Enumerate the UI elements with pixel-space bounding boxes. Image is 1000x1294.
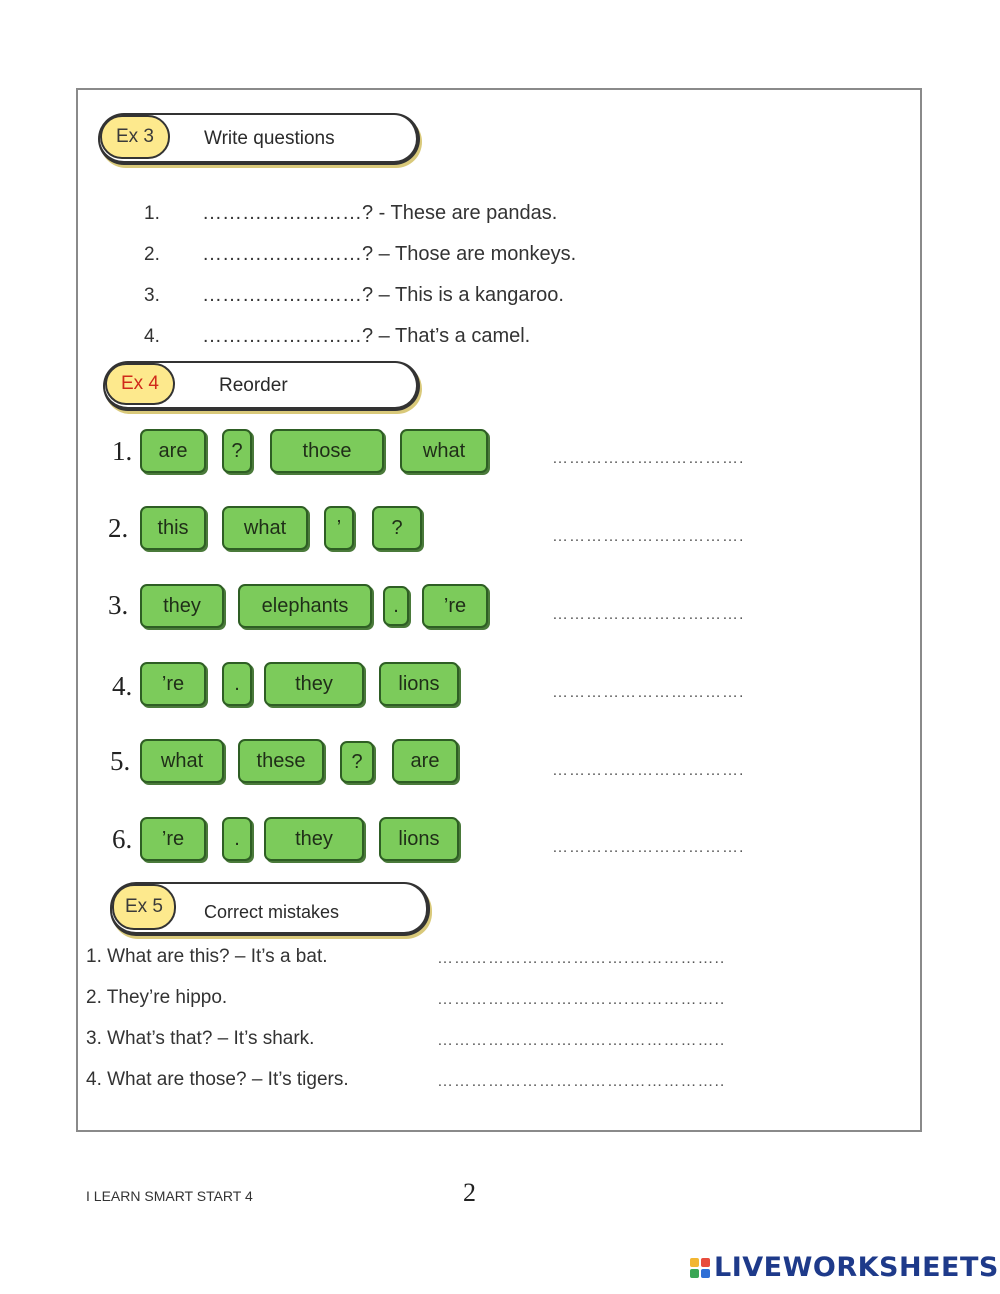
answer-line[interactable]: …………………………….…………….. bbox=[437, 1073, 726, 1090]
word-tile[interactable]: what bbox=[222, 506, 308, 550]
ex4-header bbox=[103, 361, 420, 411]
ex3-item-num: 4. bbox=[144, 326, 160, 347]
reorder-row-num: 3. bbox=[108, 590, 129, 620]
reorder-row-num: 6. bbox=[112, 824, 133, 854]
answer-line[interactable]: …………………………….…………….. bbox=[437, 991, 726, 1008]
word-tile[interactable]: they bbox=[264, 662, 364, 706]
word-tile[interactable]: these bbox=[238, 739, 324, 783]
ex3-item-num: 3. bbox=[144, 285, 160, 306]
answer-line[interactable]: …………………………….…………….. bbox=[437, 950, 726, 967]
word-tile[interactable]: . bbox=[222, 817, 252, 861]
reorder-row-num: 1. bbox=[112, 436, 133, 466]
logo-square bbox=[690, 1258, 699, 1267]
liveworksheets-brand[interactable] bbox=[690, 1252, 999, 1283]
answer-line[interactable]: ……………………………. bbox=[552, 606, 745, 623]
word-tile[interactable]: ? bbox=[222, 429, 252, 473]
word-tile[interactable]: ’ bbox=[324, 506, 354, 550]
word-tile[interactable]: elephants bbox=[238, 584, 372, 628]
ex3-item-num: 2. bbox=[144, 244, 160, 265]
reorder-row-num: 2. bbox=[108, 513, 129, 543]
ex3-title: Write questions bbox=[204, 128, 335, 149]
mistake-sentence: 1. What are this? – It’s a bat. bbox=[86, 946, 328, 967]
word-tile[interactable]: lions bbox=[379, 662, 459, 706]
word-tile[interactable]: what bbox=[400, 429, 488, 473]
ex3-item-text[interactable]: ……………………? - These are pandas. bbox=[202, 202, 558, 224]
word-tile[interactable]: what bbox=[140, 739, 224, 783]
answer-line[interactable]: ……………………………. bbox=[552, 762, 745, 779]
ex3-header bbox=[98, 113, 420, 165]
word-tile[interactable]: ? bbox=[340, 741, 374, 783]
answer-line[interactable]: …………………………….…………….. bbox=[437, 1032, 726, 1049]
word-tile[interactable]: ’re bbox=[140, 662, 206, 706]
answer-line[interactable]: ……………………………. bbox=[552, 684, 745, 701]
reorder-row-num: 4. bbox=[112, 671, 133, 701]
word-tile[interactable]: are bbox=[140, 429, 206, 473]
logo-square bbox=[701, 1269, 710, 1278]
answer-line[interactable]: ……………………………. bbox=[552, 528, 745, 545]
ex3-item-text[interactable]: ……………………? – Those are monkeys. bbox=[202, 243, 577, 265]
brand-text: LIVEWORKSHEETS bbox=[714, 1252, 999, 1283]
ex4-tag: Ex 4 bbox=[105, 363, 175, 405]
word-tile[interactable]: they bbox=[264, 817, 364, 861]
mistake-sentence: 3. What’s that? – It’s shark. bbox=[86, 1028, 315, 1049]
book-title: I LEARN SMART START 4 bbox=[86, 1188, 253, 1204]
word-tile[interactable]: this bbox=[140, 506, 206, 550]
word-tile[interactable]: ’re bbox=[422, 584, 488, 628]
word-tile[interactable]: are bbox=[392, 739, 458, 783]
mistake-sentence: 4. What are those? – It’s tigers. bbox=[86, 1069, 349, 1090]
word-tile[interactable]: they bbox=[140, 584, 224, 628]
ex5-title: Correct mistakes bbox=[204, 902, 340, 922]
ex5-header bbox=[110, 882, 430, 936]
ex4-title: Reorder bbox=[219, 375, 288, 396]
ex5-tag: Ex 5 bbox=[112, 884, 176, 930]
ex3-tag: Ex 3 bbox=[100, 115, 170, 159]
liveworksheets-logo-icon bbox=[690, 1258, 710, 1278]
ex3-item-num: 1. bbox=[144, 203, 160, 224]
word-tile[interactable]: . bbox=[383, 586, 409, 626]
logo-square bbox=[690, 1269, 699, 1278]
word-tile[interactable]: lions bbox=[379, 817, 459, 861]
word-tile[interactable]: . bbox=[222, 662, 252, 706]
answer-line[interactable]: ……………………………. bbox=[552, 450, 745, 467]
reorder-row-num: 5. bbox=[110, 746, 131, 776]
page-number: 2 bbox=[463, 1178, 476, 1207]
word-tile[interactable]: ’re bbox=[140, 817, 206, 861]
ex3-item-text[interactable]: ……………………? – This is a kangaroo. bbox=[202, 284, 564, 306]
answer-line[interactable]: ……………………………. bbox=[552, 839, 745, 856]
logo-square bbox=[701, 1258, 710, 1267]
word-tile[interactable]: ? bbox=[372, 506, 422, 550]
word-tile[interactable]: those bbox=[270, 429, 384, 473]
mistake-sentence: 2. They’re hippo. bbox=[86, 987, 228, 1008]
ex3-item-text[interactable]: ……………………? – That’s a camel. bbox=[202, 325, 531, 347]
